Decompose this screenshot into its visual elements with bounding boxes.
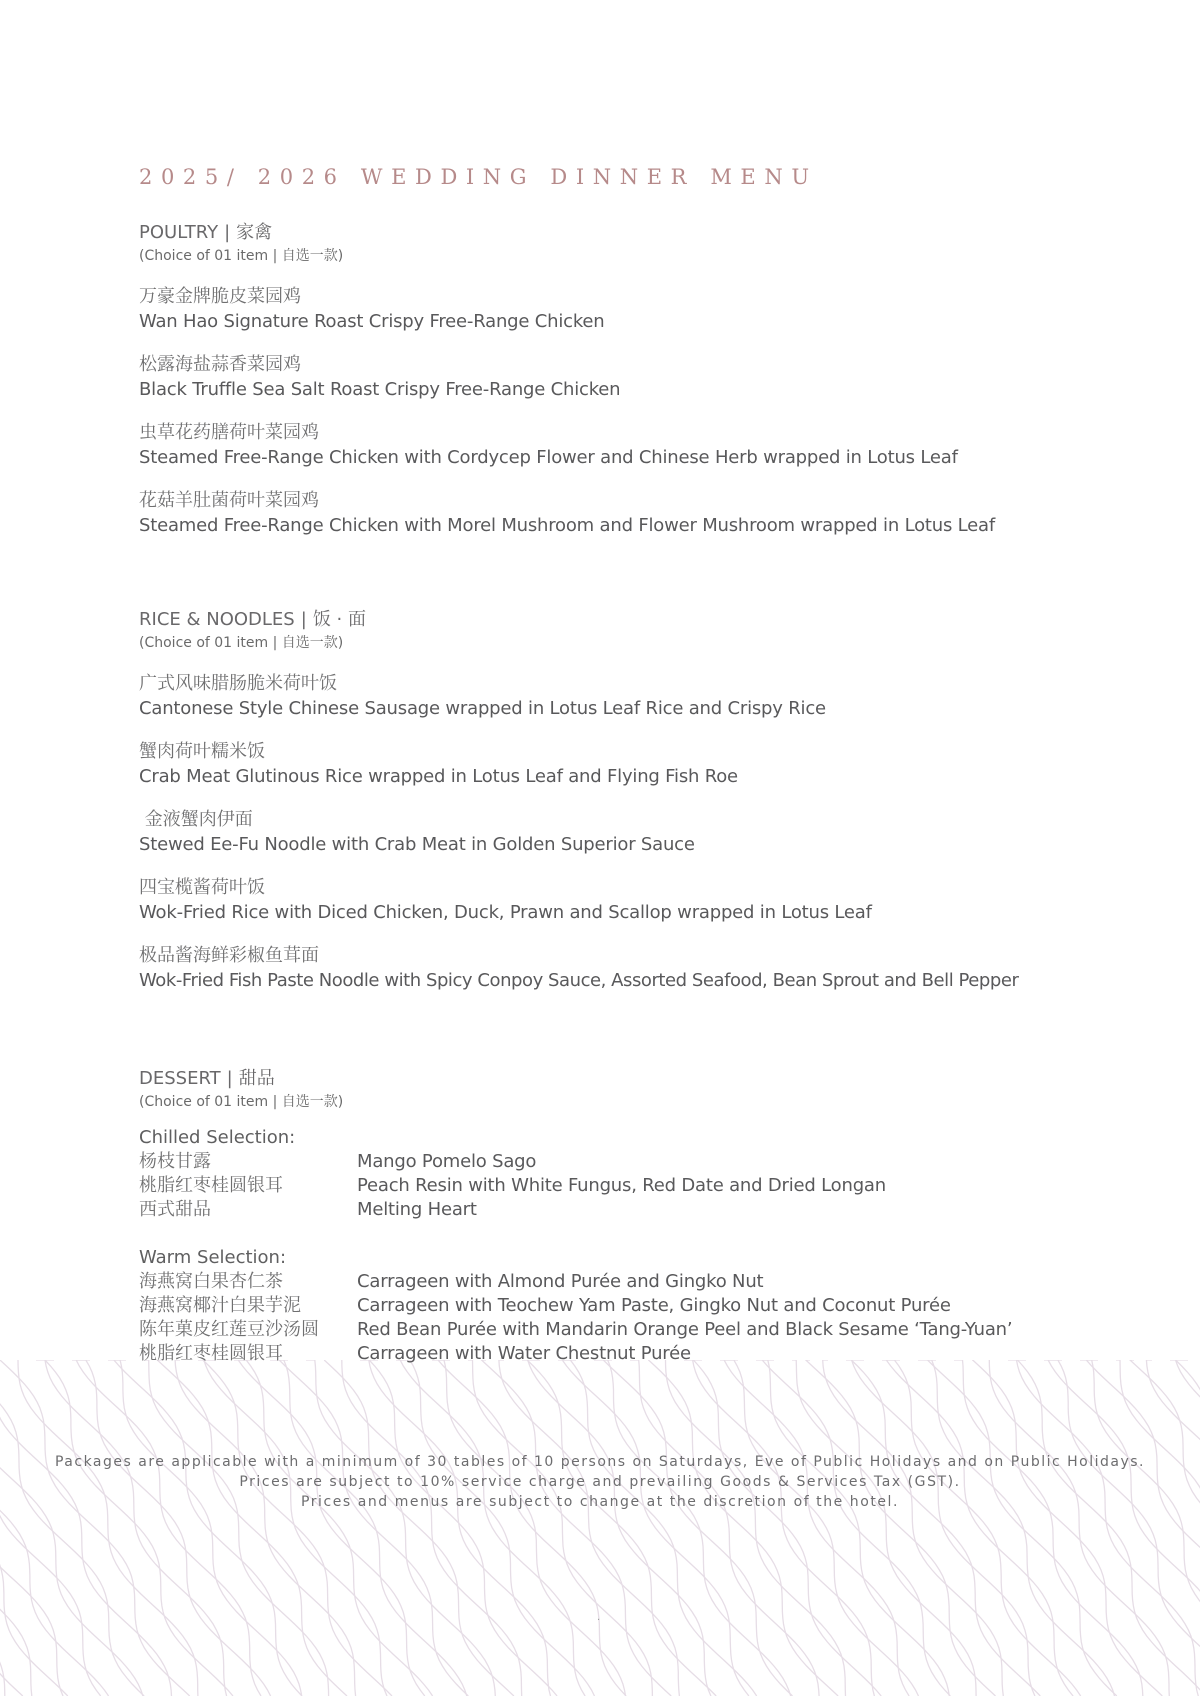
menu-item-en: Black Truffle Sea Salt Roast Crispy Free-Range Chicken xyxy=(139,379,621,400)
wave-line xyxy=(1170,1360,1200,1696)
section-name-zh: 家禽 xyxy=(236,222,273,243)
wave-line xyxy=(693,1360,875,1696)
wave-line xyxy=(989,1360,1169,1696)
menu-item-en: Wan Hao Signature Roast Crispy Free-Range Chicken xyxy=(139,311,605,332)
wave-line xyxy=(806,1360,996,1696)
wave-line xyxy=(0,1360,144,1696)
dessert-item-zh: 海燕窝白果杏仁茶 xyxy=(139,1271,283,1292)
section-name: POULTRY xyxy=(139,222,219,243)
wave-line xyxy=(45,1360,227,1696)
section-poultry xyxy=(139,220,1139,538)
wave-line xyxy=(114,1360,302,1696)
wave-line xyxy=(234,1360,433,1696)
wave-line xyxy=(558,1360,757,1696)
dessert-item-en: Carrageen with Teochew Yam Paste, Gingko Nut and Coconut Purée xyxy=(357,1295,951,1316)
wave-line xyxy=(238,1360,425,1696)
wave-line xyxy=(1008,1360,1200,1696)
wave-line xyxy=(603,1360,792,1696)
wave-line xyxy=(432,1360,626,1696)
dessert-item-zh: 西式甜品 xyxy=(139,1199,211,1220)
wave-line xyxy=(369,1360,551,1696)
wave-line xyxy=(528,1360,711,1696)
wave-line xyxy=(886,1360,1073,1696)
menu-item xyxy=(139,671,1139,721)
dessert-row xyxy=(139,1318,1139,1342)
dessert-item-en: Peach Resin with White Fungus, Red Date and Dried Longan xyxy=(357,1175,886,1196)
menu-item xyxy=(139,284,1139,334)
wave-line xyxy=(1176,1360,1200,1696)
wave-line xyxy=(0,1360,190,1696)
terms-notes xyxy=(0,1452,1200,1512)
section-heading xyxy=(139,607,1139,633)
wave-line xyxy=(76,1360,261,1696)
menu-item xyxy=(139,807,1139,857)
menu-item xyxy=(139,420,1139,470)
dessert-item-en: Mango Pomelo Sago xyxy=(357,1151,537,1172)
wave-line xyxy=(400,1360,585,1696)
section-heading xyxy=(139,220,1139,246)
menu-item-en: Wok-Fried Rice with Diced Chicken, Duck, Prawn and Scallop wrapped in Lotus Leaf xyxy=(139,902,872,923)
dessert-item-zh: 桃脂红枣桂圆银耳 xyxy=(139,1343,283,1364)
dessert-row xyxy=(139,1150,1139,1174)
wave-line xyxy=(720,1360,919,1696)
menu-item-en: Steamed Free-Range Chicken with Morel Mushroom and Flower Mushroom wrapped in Lotus Leaf xyxy=(139,515,996,536)
wave-line xyxy=(108,1360,302,1696)
menu-item-zh: 广式风味腊肠脆米荷叶饭 xyxy=(139,673,337,694)
wave-line xyxy=(1017,1360,1199,1696)
dessert-row xyxy=(139,1294,1139,1318)
section-name-zh: 饭 · 面 xyxy=(312,609,366,630)
dessert-item-zh: 海燕窝椰汁白果芋泥 xyxy=(139,1295,301,1316)
dessert-item-zh: 杨枝甘露 xyxy=(139,1151,211,1172)
wave-line xyxy=(852,1360,1035,1696)
wave-line xyxy=(342,1360,522,1696)
dessert-item-en: Carrageen with Almond Purée and Gingko Nut xyxy=(357,1271,764,1292)
section-separator: | xyxy=(300,609,307,630)
wave-line xyxy=(918,1360,1115,1696)
wave-line xyxy=(762,1360,950,1696)
menu-item-zh: 松露海盐蒜香菜园鸡 xyxy=(139,354,301,375)
wave-pattern-background xyxy=(0,1360,1200,1696)
wave-line xyxy=(0,1360,109,1696)
wave-line xyxy=(0,1360,68,1696)
menu-item-en: Stewed Ee-Fu Noodle with Crab Meat in Golden Superior Sauce xyxy=(139,834,695,855)
wave-line xyxy=(270,1360,467,1696)
section-choice-note: (Choice of 01 item | 自选一款) xyxy=(139,1094,344,1110)
section-separator: | xyxy=(226,1068,233,1089)
menu-item-en: Cantonese Style Chinese Sausage wrapped in Lotus Leaf Rice and Crispy Rice xyxy=(139,698,826,719)
wave-line xyxy=(18,1360,198,1696)
section-separator: | xyxy=(224,222,231,243)
menu-item-zh: 蟹肉荷叶糯米饭 xyxy=(139,741,265,762)
wave-line xyxy=(279,1360,468,1696)
terms-line: Packages are applicable with a minimum of 30 tables of 10 persons on Saturdays, Eve of Public Holidays and on Public Holidays. xyxy=(54,1454,1146,1470)
wave-line xyxy=(756,1360,949,1696)
menu-item-zh: 极品酱海鲜彩椒鱼茸面 xyxy=(139,945,319,966)
wave-line xyxy=(0,1360,63,1696)
warm-selection xyxy=(139,1246,1139,1366)
section-name: RICE & NOODLES xyxy=(139,609,295,630)
wave-line xyxy=(823,1360,1004,1696)
section-name: DESSERT xyxy=(139,1068,221,1089)
menu-item xyxy=(139,943,1139,993)
chilled-selection xyxy=(139,1126,1139,1222)
menu-item-zh: 万豪金牌脆皮菜园鸡 xyxy=(139,286,301,307)
section-dessert xyxy=(139,1066,1139,1366)
terms-line: Prices and menus are subject to change at the discretion of the hotel. xyxy=(301,1494,899,1510)
dessert-row xyxy=(139,1174,1139,1198)
section-rice-noodles xyxy=(139,607,1139,993)
wave-line xyxy=(562,1360,749,1696)
menu-item xyxy=(139,739,1139,789)
menu-item-en: Wok-Fried Fish Paste Noodle with Spicy Conpoy Sauce, Assorted Seafood, Bean Sprout and Bell Pepper xyxy=(139,970,1019,991)
wave-line xyxy=(0,1360,23,1696)
menu-item xyxy=(139,352,1139,402)
chilled-selection-label: Chilled Selection: xyxy=(139,1127,296,1148)
section-choice-note: (Choice of 01 item | 自选一款) xyxy=(139,635,344,651)
dessert-row xyxy=(139,1198,1139,1222)
section-name-zh: 甜品 xyxy=(238,1068,275,1089)
wave-line xyxy=(1048,1360,1200,1696)
menu-item-zh: 四宝榄酱荷叶饭 xyxy=(139,877,265,898)
dessert-item-en: Carrageen with Water Chestnut Purée xyxy=(357,1343,691,1364)
wave-line xyxy=(324,1360,514,1696)
menu-title: 2025/ 2026 WEDDING DINNER MENU xyxy=(139,165,818,189)
section-choice-note: (Choice of 01 item | 自选一款) xyxy=(139,248,344,264)
wave-line xyxy=(666,1360,846,1696)
wave-line xyxy=(396,1360,595,1696)
dessert-item-zh: 陈年菓皮红莲豆沙汤圆 xyxy=(139,1319,319,1340)
menu-item-zh: 虫草花药膳荷叶菜园鸡 xyxy=(139,422,319,443)
wave-line xyxy=(0,1360,143,1696)
menu-item-en: Steamed Free-Range Chicken with Cordycep Flower and Chinese Herb wrapped in Lotus Leaf xyxy=(139,447,958,468)
dessert-item-en: Melting Heart xyxy=(357,1199,477,1220)
menu-item-en: Crab Meat Glutinous Rice wrapped in Lotus Leaf and Flying Fish Roe xyxy=(139,766,738,787)
wave-line xyxy=(972,1360,1162,1696)
dessert-row xyxy=(139,1342,1139,1366)
wave-line xyxy=(594,1360,791,1696)
wave-line xyxy=(157,1360,347,1696)
footer-dot: . xyxy=(597,1612,601,1623)
terms-line: Prices are subject to 10% service charge and prevailing Goods & Services Tax (GST). xyxy=(239,1474,961,1490)
dessert-row xyxy=(139,1270,1139,1294)
wave-line xyxy=(204,1360,387,1696)
menu-item xyxy=(139,488,1139,538)
wave-line xyxy=(1116,1360,1200,1696)
dessert-item-zh: 桃脂红枣桂圆银耳 xyxy=(139,1175,283,1196)
menu-item-zh: 金液蟹肉伊面 xyxy=(139,809,253,830)
wave-line xyxy=(0,1360,5,1696)
wave-line xyxy=(882,1360,1081,1696)
wave-line xyxy=(928,1360,1117,1696)
warm-selection-label: Warm Selection: xyxy=(139,1247,287,1268)
wave-line xyxy=(648,1360,838,1696)
dessert-item-en: Red Bean Purée with Mandarin Orange Peel and Black Sesame ‘Tang-Yuan’ xyxy=(357,1319,1013,1340)
wave-line xyxy=(438,1360,626,1696)
wave-line xyxy=(482,1360,672,1696)
menu-item-zh: 花菇羊肚菌荷叶菜园鸡 xyxy=(139,490,319,511)
menu-item xyxy=(139,875,1139,925)
wave-line xyxy=(724,1360,909,1696)
section-heading xyxy=(139,1066,1139,1092)
